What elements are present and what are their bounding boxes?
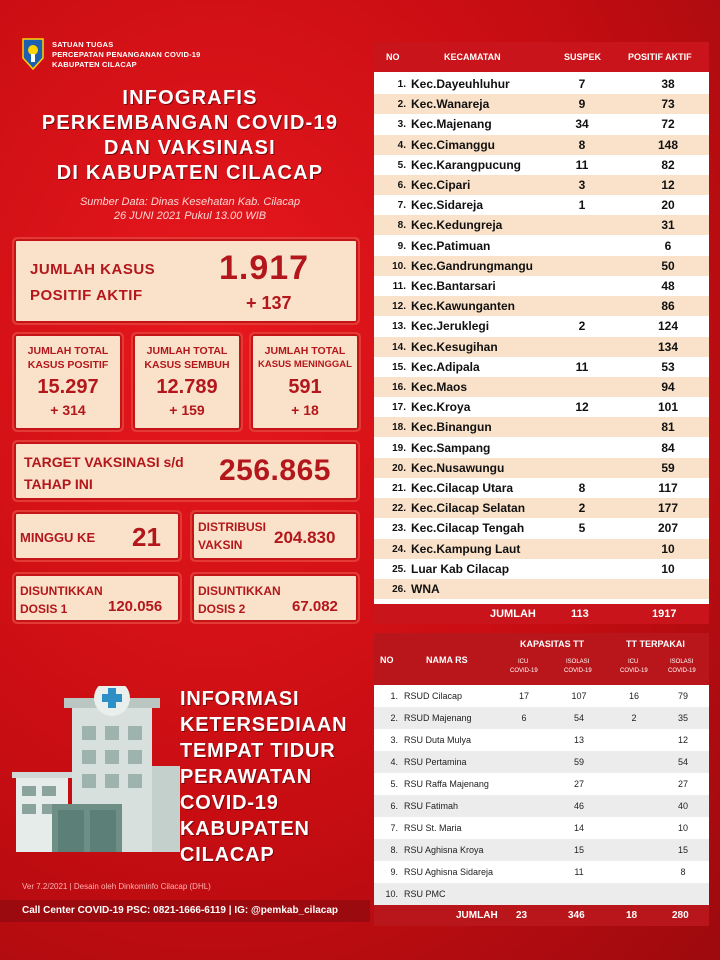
cell-kec: Kec.Cilacap Tengah [411, 521, 525, 536]
cell-kec: Kec.Cipari [411, 178, 471, 192]
cell-rs: RSU Duta Mulya [404, 735, 472, 745]
cell-no: 5. [390, 779, 398, 789]
cell-rs: RSUD Majenang [404, 713, 472, 723]
cell-no: 14. [392, 341, 406, 353]
cell-c2: 14 [573, 823, 584, 833]
card-target-vaksinasi: TARGET VAKSINASI s/d TAHAP INI 256.865 [12, 440, 360, 502]
cell-kec: Kec.Cilacap Utara [411, 481, 514, 495]
cell-c2: 11 [574, 867, 584, 877]
cell-positif: 124 [657, 319, 679, 334]
cell-positif: 73 [661, 97, 675, 112]
cell-kec: Kec.Wanareja [411, 97, 490, 112]
table-row [374, 559, 709, 579]
cell-c2: 46 [573, 801, 584, 811]
cell-c4: 40 [677, 801, 688, 811]
value: 204.830 [274, 528, 336, 547]
delta: + 159 [169, 402, 205, 418]
cell-positif: 20 [661, 198, 675, 213]
cell-no: 7. [397, 200, 406, 212]
table-row [374, 195, 709, 215]
cell-c4: 27 [677, 779, 688, 789]
cell-suspek: 1 [578, 198, 586, 213]
cell-suspek: 34 [575, 117, 589, 132]
cell-positif: 134 [657, 339, 679, 354]
cell-no: 9. [390, 867, 398, 877]
cell-kec: Kec.Karangpucung [411, 157, 522, 172]
cell-no: 23. [392, 523, 406, 535]
cell-kec: Kec.Jeruklegi [411, 319, 490, 334]
table-header: NO KECAMATAN SUSPEK POSITIF AKTIF [374, 42, 709, 72]
card-distribusi-vaksin: DISTRIBUSI VAKSIN 204.830 [190, 510, 360, 562]
cell-kec: Kec.Kroya [411, 400, 471, 415]
value: 1.917 [219, 249, 310, 287]
cell-no: 12. [392, 301, 406, 313]
cell-positif: 81 [661, 420, 675, 435]
cell-c4: 35 [677, 713, 688, 723]
table-row [374, 236, 709, 256]
cell-positif: 12 [661, 178, 675, 192]
cell-positif: 6 [664, 238, 672, 253]
cell-rs: RSU Fatimah [404, 801, 459, 811]
cell-kec: Kec.Kawunganten [411, 299, 516, 314]
table-row [374, 579, 709, 599]
card-total-positif: JUMLAH TOTAL KASUS POSITIF 15.297 + 314 [12, 332, 124, 432]
cell-kec: Kec.Bantarsari [411, 279, 496, 293]
cell-no: 6. [397, 180, 406, 191]
cell-no: 6. [390, 801, 398, 811]
cell-kec: Kec.Majenang [411, 117, 492, 132]
cell-rs: RSU Aghisna Sidareja [404, 867, 494, 877]
cell-suspek: 8 [578, 137, 586, 152]
cell-positif: 31 [661, 218, 675, 233]
table-row [374, 751, 709, 773]
cell-suspek: 5 [578, 521, 586, 536]
cell-rs: RSU Raffa Majenang [404, 779, 489, 789]
table-row [374, 357, 709, 377]
cell-positif: 101 [657, 400, 679, 415]
delta: + 137 [246, 293, 292, 313]
cell-c2: 54 [573, 713, 584, 723]
cell-no: 7. [390, 823, 398, 833]
table-row [374, 458, 709, 478]
cell-kec: Kec.Patimuan [411, 238, 491, 253]
cell-kec: Kec.Sampang [411, 440, 491, 455]
cell-no: 21. [392, 483, 406, 494]
cell-no: 3. [390, 735, 398, 745]
table-row [374, 256, 709, 276]
cell-c4: 10 [677, 823, 688, 833]
cell-suspek: 3 [578, 178, 586, 192]
table-row [374, 498, 709, 518]
page-title: INFOGRAFIS PERKEMBANGAN COVID-19 DAN VAKSINASI DI KABUPATEN CILACAP [41, 87, 339, 184]
cell-kec: Kec.Sidareja [411, 198, 484, 213]
cell-suspek: 8 [578, 481, 586, 495]
version-note: Ver 7.2/2021 | Desain oleh Dinkominfo Cilacap (DHL) [22, 882, 211, 891]
cell-positif: 84 [661, 440, 675, 455]
table-row [374, 215, 709, 235]
cell-positif: 48 [661, 279, 675, 293]
cell-no: 15. [392, 361, 406, 373]
cell-no: 17. [392, 402, 406, 414]
cilacap-logo-icon [22, 38, 44, 70]
call-center-bar: Call Center COVID-19 PSC: 0821-1666-6119 | IG: @pemkab_cilacap [0, 900, 370, 922]
cell-suspek: 2 [578, 319, 586, 334]
cell-no: 16. [392, 382, 406, 393]
cell-c4: 54 [677, 757, 688, 767]
table-row [374, 478, 709, 498]
cell-no: 10. [392, 260, 406, 272]
card-dosis-1: DISUNTIKKAN DOSIS 1 120.056 [12, 572, 182, 624]
cell-kec: Kec.Nusawungu [411, 460, 505, 475]
cell-positif: 177 [657, 501, 679, 516]
cell-kec: Kec.Kedungreja [411, 218, 503, 233]
delta: + 314 [50, 402, 86, 418]
cell-c1: 6 [521, 713, 527, 723]
table-row [374, 417, 709, 437]
cell-no: 24. [392, 543, 406, 555]
value: 21 [132, 522, 161, 552]
cell-positif: 148 [657, 137, 679, 152]
cell-positif: 117 [658, 481, 678, 495]
cell-positif: 59 [661, 460, 675, 475]
table-row [374, 883, 709, 905]
table-row [374, 94, 709, 114]
cell-kec: Kec.Kampung Laut [411, 541, 521, 556]
cell-positif: 38 [661, 77, 675, 91]
info-heading: INFORMASI KETERSEDIAAN TEMPAT TIDUR PERAWATAN COVID-19 KABUPATEN CILACAP [180, 688, 348, 866]
value: 15.297 [37, 376, 99, 398]
cell-suspek: 11 [575, 157, 589, 172]
cell-no: 4. [397, 139, 406, 151]
org-name: SATUAN TUGAS PERCEPATAN PENANGANAN COVID-19 KABUPATEN CILACAP [52, 40, 201, 69]
cell-suspek: 9 [578, 97, 586, 112]
cell-no: 5. [397, 159, 406, 171]
cell-no: 2. [390, 713, 398, 723]
cell-suspek: 7 [578, 77, 586, 91]
cell-kec: Kec.Cimanggu [411, 137, 496, 152]
cell-no: 10. [385, 889, 398, 899]
cell-no: 2. [397, 99, 406, 111]
table-row [374, 707, 709, 729]
kecamatan-table [374, 42, 709, 624]
cell-no: 26. [392, 584, 406, 595]
table-row [374, 337, 709, 357]
cell-positif: 207 [657, 521, 679, 536]
cell-kec: Kec.Adipala [411, 359, 480, 374]
value: 256.865 [219, 454, 331, 487]
cell-positif: 86 [661, 299, 675, 314]
cell-c2: 59 [573, 757, 584, 767]
cell-suspek: 12 [575, 400, 589, 415]
cell-positif: 82 [661, 157, 675, 172]
cell-no: 4. [390, 757, 398, 767]
cell-positif: 94 [661, 380, 675, 394]
cell-c4: 79 [677, 691, 688, 701]
cell-c2: 15 [573, 845, 584, 855]
cell-positif: 10 [661, 561, 675, 576]
cell-no: 18. [392, 422, 406, 434]
table-row [374, 377, 709, 397]
source-note: Sumber Data: Dinas Kesehatan Kab. Cilacap 26 JUNI 2021 Pukul 13.00 WIB [79, 196, 301, 222]
cell-rs: RSU St. Maria [404, 823, 462, 833]
hospital-icon [12, 686, 182, 856]
table-row [374, 316, 709, 336]
table-row [374, 114, 709, 134]
value: 12.789 [156, 376, 218, 398]
table-row [374, 795, 709, 817]
table-row [374, 729, 709, 751]
cell-positif: 10 [661, 541, 675, 556]
table-row [374, 276, 709, 296]
cell-c4: 15 [677, 845, 688, 855]
cell-no: 9. [397, 240, 406, 252]
card-dosis-2: DISUNTIKKAN DOSIS 2 67.082 [190, 572, 360, 624]
cell-kec: Kec.Kesugihan [411, 339, 498, 354]
cell-kec: Kec.Binangun [411, 420, 492, 435]
value: 591 [288, 376, 322, 398]
cell-rs: RSU Pertamina [404, 757, 467, 767]
table-row [374, 438, 709, 458]
value: 120.056 [108, 598, 163, 615]
cell-positif: 50 [661, 258, 675, 273]
cell-c2: 27 [573, 779, 584, 789]
cell-kec: Kec.Cilacap Selatan [411, 501, 526, 516]
table-row [374, 861, 709, 883]
cell-no: 25. [392, 563, 406, 575]
cell-no: 11. [392, 281, 406, 292]
table-row [374, 839, 709, 861]
value: 67.082 [292, 598, 338, 615]
cell-kec: Luar Kab Cilacap [411, 561, 510, 576]
cell-c4: 8 [680, 867, 686, 877]
table-row [374, 817, 709, 839]
card-positif-aktif [12, 237, 360, 325]
cell-no: 13. [392, 321, 406, 333]
table-footer: JUMLAH 23 346 18 280 [374, 905, 709, 926]
table-row [374, 135, 709, 155]
table-row [374, 155, 709, 175]
cell-no: 1. [397, 79, 406, 90]
card-minggu: MINGGU KE 21 [12, 510, 182, 562]
cell-c3: 16 [628, 691, 639, 701]
cell-kec: Kec.Gandrungmangu [411, 258, 534, 273]
delta: + 18 [291, 402, 319, 418]
cell-positif: 53 [661, 359, 675, 374]
table-header: NO NAMA RS KAPASITAS TT TT TERPAKAI ICU COVID-19 ISOLASI COVID-19 ICU COVID-19 ISOLASI COVID-19 [374, 633, 709, 685]
table-row [374, 773, 709, 795]
cell-rs: RSU Aghisna Kroya [404, 845, 484, 855]
cell-no: 20. [392, 462, 406, 474]
label: JUMLAH KASUS [30, 261, 156, 278]
cell-suspek: 2 [578, 501, 586, 516]
cell-no: 3. [397, 119, 406, 131]
cell-kec: Kec.Maos [411, 380, 468, 394]
rs-bed-table [374, 633, 709, 926]
table-row [374, 296, 709, 316]
cell-no: 22. [392, 503, 406, 515]
cell-no: 19. [392, 442, 406, 454]
cell-c2: 13 [573, 735, 584, 745]
label: POSITIF AKTIF [30, 287, 143, 304]
cell-kec: Kec.Dayeuhluhur [411, 77, 510, 91]
table-row [374, 74, 709, 94]
cell-rs: RSUD Cilacap [404, 691, 463, 701]
cell-no: 1. [390, 691, 398, 701]
cell-c3: 2 [631, 713, 637, 723]
table-row [374, 397, 709, 417]
cell-c4: 12 [677, 735, 688, 745]
table-row [374, 175, 709, 195]
card-total-meninggal: JUMLAH TOTAL KASUS MENINGGAL 591 + 18 [249, 332, 361, 432]
cell-suspek: 11 [575, 359, 589, 374]
cell-positif: 72 [661, 117, 675, 132]
cell-no: 8. [390, 845, 398, 855]
cell-c2: 107 [571, 691, 587, 701]
cell-rs: RSU PMC [404, 889, 446, 899]
card-total-sembuh: JUMLAH TOTAL KASUS SEMBUH 12.789 + 159 [131, 332, 243, 432]
cell-c1: 17 [518, 691, 529, 701]
table-footer: JUMLAH 113 1917 [374, 604, 709, 624]
cell-kec: WNA [411, 582, 440, 596]
table-row [374, 518, 709, 538]
table-row [374, 685, 709, 707]
table-row [374, 539, 709, 559]
cell-no: 8. [397, 220, 406, 232]
